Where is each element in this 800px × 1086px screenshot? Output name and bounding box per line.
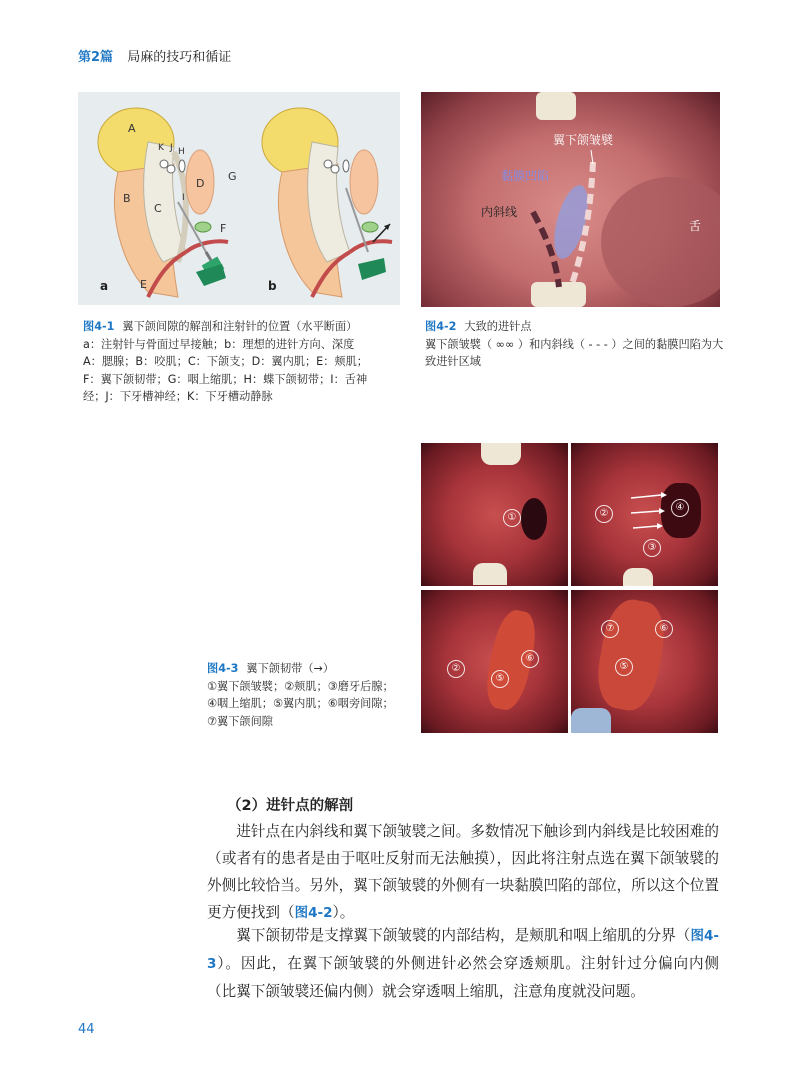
figure-4-2-title: 大致的进针点 xyxy=(464,320,532,333)
mark: ① xyxy=(503,509,521,527)
caption-line: ⑦翼下颌间隙 xyxy=(207,714,273,728)
label-C: C xyxy=(154,202,162,215)
label-oblique-line: 内斜线 xyxy=(481,205,518,219)
mark: ⑤ xyxy=(615,658,633,676)
chapter-title: 局麻的技巧和循证 xyxy=(127,50,232,65)
label-K: K xyxy=(158,143,164,153)
mark: ③ xyxy=(643,539,661,557)
label-D: D xyxy=(196,177,205,190)
figure-4-1-illustration xyxy=(78,92,400,305)
figure-4-2-number: 图4-2 xyxy=(425,320,457,333)
panel-b-drawing xyxy=(262,108,392,297)
mark: ⑤ xyxy=(491,670,509,688)
photo-2 xyxy=(571,443,718,586)
photo-3 xyxy=(421,590,568,733)
photo-overlay xyxy=(421,92,720,307)
panel-b-label: b xyxy=(268,279,277,293)
label-I: I xyxy=(182,193,185,203)
figure-4-3-number: 图4-3 xyxy=(207,662,239,675)
mark: ⑥ xyxy=(521,650,539,668)
caption-line: F：翼下颌韧带；G：咽上缩肌；H：蝶下颌韧带；I：舌神 xyxy=(83,372,368,386)
page-number: 44 xyxy=(78,1022,95,1037)
caption-line: a：注射针与骨面过早接触；b：理想的进针方向、深度 xyxy=(83,337,355,351)
paragraph-1 xyxy=(207,818,719,927)
label-F: F xyxy=(220,222,227,235)
figure-4-3-title: 翼下颌韧带（→） xyxy=(246,662,335,675)
paragraph-2 xyxy=(207,922,719,1005)
label-depression: 黏膜凹陷 xyxy=(501,169,550,183)
figure-4-2-caption xyxy=(425,318,725,371)
figure-4-3-photos xyxy=(421,443,720,733)
section-heading: （2）进针点的解剖 xyxy=(227,798,354,814)
mark: ⑦ xyxy=(601,620,619,638)
panel-a-label: a xyxy=(100,279,109,293)
paragraph-1-text: 进针点在内斜线和翼下颌皱襞之间。多数情况下触诊到内斜线是比较困难的（或者有的患者是由于呕吐反射而无法触摸），因此将注射点选在翼下颌皱襞的外侧比较恰当。另外，翼下颌皱襞的外侧有一块黏膜凹陷的部位，所以这个位置更方便找到（ xyxy=(207,823,719,921)
caption-line: 致进针区域 xyxy=(425,355,481,368)
paragraph-1-end: ）。 xyxy=(332,904,355,921)
running-header xyxy=(78,46,231,65)
label-E: E xyxy=(140,278,147,291)
paragraph-2-text-a: 翼下颌韧带是支撑翼下颌皱襞的内部结构，是颊肌和咽上缩肌的分界（ xyxy=(236,927,691,944)
figure-4-3-caption xyxy=(207,660,417,730)
label-B: B xyxy=(123,192,131,205)
anatomy-diagram xyxy=(78,92,400,305)
figure-4-1-caption xyxy=(83,318,401,406)
figure-4-1-title: 翼下颌间隙的解剖和注射针的位置（水平断面） xyxy=(122,320,358,333)
photo-4 xyxy=(571,590,718,733)
mark: ② xyxy=(595,505,613,523)
part-label: 第2篇 xyxy=(78,50,114,65)
label-G: G xyxy=(228,170,237,183)
caption-line: ④咽上缩肌；⑤翼内肌；⑥咽旁间隙； xyxy=(207,697,394,710)
mark: ② xyxy=(447,660,465,678)
label-A: A xyxy=(128,122,136,135)
photo-1 xyxy=(421,443,568,586)
label-J: J xyxy=(170,143,173,153)
figure-ref-4-3[interactable]: 图4-3 xyxy=(207,928,719,972)
caption-line: 经；J：下牙槽神经；K：下牙槽动静脉 xyxy=(83,390,273,403)
caption-line: 翼下颌皱襞（ ∞∞ ）和内斜线（ - - - ）之间的黏膜凹陷为大 xyxy=(425,337,724,351)
figure-4-1-number: 图4-1 xyxy=(83,320,115,333)
mark: ④ xyxy=(671,499,689,517)
figure-ref-4-2[interactable]: 图4-2 xyxy=(294,905,333,921)
mark: ⑥ xyxy=(655,620,673,638)
caption-line: ①翼下颌皱襞；②颊肌；③磨牙后腺； xyxy=(207,679,394,693)
caption-line: A：腮腺；B：咬肌；C：下颌支；D：翼内肌；E：颊肌； xyxy=(83,355,368,368)
label-H: H xyxy=(178,147,185,157)
paragraph-2-text-b: ）。因此，在翼下颌皱襞的外侧进针必然会穿透颊肌。注射针过分偏向内侧（比翼下颌皱襞还偏内侧）就会穿透咽上缩肌，注意角度就没问题。 xyxy=(207,955,719,1000)
figure-4-2-photo xyxy=(421,92,720,307)
label-fold: 翼下颌皱襞 xyxy=(553,133,614,147)
label-tongue: 舌 xyxy=(689,219,702,233)
panel-a-drawing xyxy=(98,108,228,297)
